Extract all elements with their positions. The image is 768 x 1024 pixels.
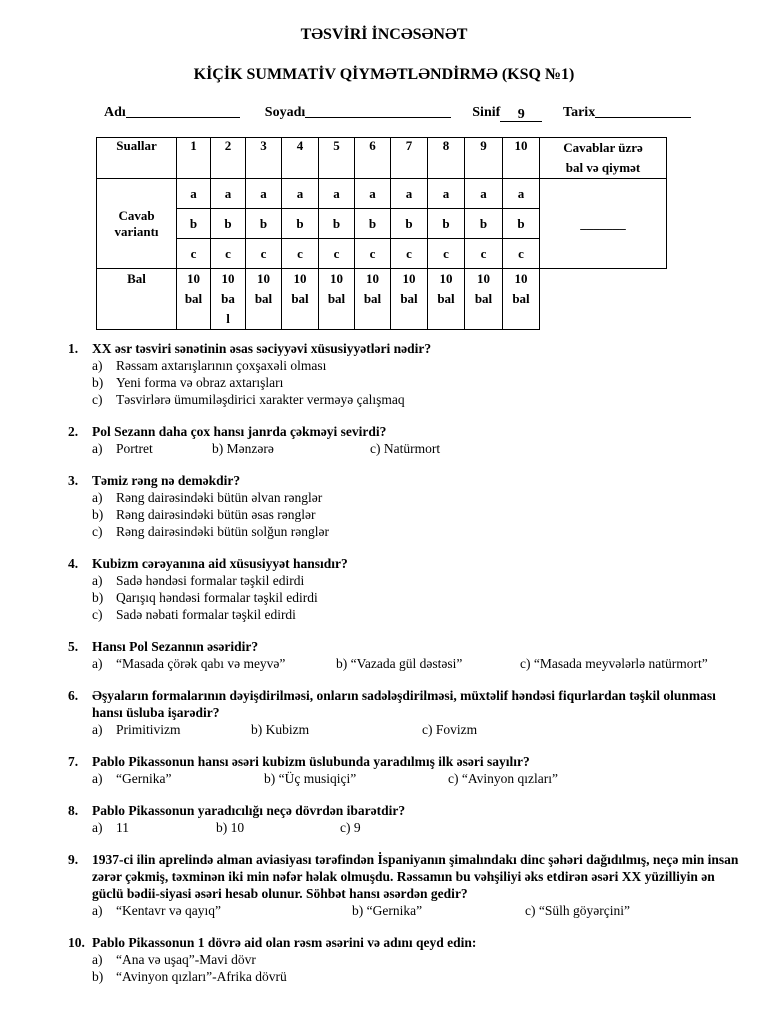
question-4: [68, 555, 748, 623]
score-unit: bal: [184, 291, 203, 306]
variant-b-cell[interactable]: b: [503, 209, 540, 239]
answer-option[interactable]: c) “Sülh göyərçini”: [525, 903, 630, 918]
score-label: Bal: [97, 269, 177, 330]
score-value: 10: [402, 271, 416, 286]
score-unit: bal: [437, 291, 455, 306]
question-number: 4.: [68, 556, 79, 571]
question-list: [68, 340, 748, 1000]
answer-option[interactable]: “Kentavr və qayıq”: [116, 903, 221, 918]
question-8: [68, 802, 748, 836]
answer-options-row: [68, 655, 748, 672]
question-number: 8.: [68, 803, 79, 818]
score-cell: [503, 269, 540, 330]
answer-option[interactable]: 11: [116, 820, 129, 835]
score-cell: [428, 269, 465, 330]
variant-b-cell[interactable]: b: [391, 209, 428, 239]
question-number: 1.: [68, 341, 79, 356]
variant-c-cell[interactable]: c: [319, 239, 355, 269]
answer-option-letter[interactable]: a): [92, 441, 103, 456]
name-label: Adı: [104, 105, 126, 120]
score-unit: bal: [327, 291, 346, 306]
score-unit: bal: [474, 291, 493, 306]
answer-option[interactable]: b) Kubizm: [251, 722, 310, 737]
question-3: [68, 472, 748, 540]
date-label: Tarix: [563, 105, 596, 120]
variant-a-cell[interactable]: a: [391, 179, 428, 209]
variant-a-cell[interactable]: a: [282, 179, 319, 209]
score-value: 10: [366, 271, 379, 286]
question-number: 2.: [68, 424, 79, 439]
variant-c-cell[interactable]: c: [211, 239, 246, 269]
score-value: 10: [477, 271, 490, 286]
score-unit: ba: [221, 291, 235, 306]
question-number: 8: [428, 138, 465, 179]
summary-header-line1: Cavablar üzrə: [563, 140, 643, 155]
variant-b-cell[interactable]: b: [211, 209, 246, 239]
answer-option[interactable]: b) “Avinyon qızları”-Afrika dövrü: [92, 969, 287, 984]
variant-a-cell[interactable]: a: [503, 179, 540, 209]
surname-field[interactable]: [305, 103, 451, 118]
question-number: 6.: [68, 688, 79, 703]
question-2: [68, 423, 748, 457]
date-field[interactable]: [595, 103, 691, 118]
answer-option[interactable]: a) “Ana və uşaq”-Mavi dövr: [92, 952, 256, 967]
variant-a-cell[interactable]: a: [177, 179, 211, 209]
answer-option[interactable]: a) Rəssam axtarışlarının çoxşaxəli olması: [92, 358, 327, 373]
answer-option[interactable]: b) Qarışıq həndəsi formalar təşkil edirdi: [92, 590, 318, 605]
question-number: 5.: [68, 639, 79, 654]
question-5: [68, 638, 748, 672]
score-value: 10: [514, 271, 528, 286]
question-text: Pablo Pikassonun hansı əsəri kubizm üslubunda yaradılmış ilk əsəri sayılır?: [92, 754, 530, 769]
answer-option[interactable]: b) Rəng dairəsindəki bütün əsas rənglər: [92, 507, 316, 522]
score-value: 10: [257, 271, 270, 286]
question-7: [68, 753, 748, 787]
variant-c-cell[interactable]: c: [503, 239, 540, 269]
page-title: TƏSVİRİ İNCƏSƏNƏT: [300, 26, 468, 43]
variant-b-cell[interactable]: b: [428, 209, 465, 239]
variant-a-cell[interactable]: a: [428, 179, 465, 209]
question-number: 5: [319, 138, 355, 179]
score-cell: [282, 269, 319, 330]
question-6: [68, 687, 748, 738]
variants-label: [97, 179, 177, 269]
score-cell: [391, 269, 428, 330]
question-text: Hansı Pol Sezannın əsəridir?: [92, 639, 259, 654]
variants-label-line1: Cavab: [118, 207, 155, 223]
answer-option[interactable]: b) “Üç musiqiçi”: [264, 771, 357, 786]
variant-b-cell[interactable]: b: [355, 209, 391, 239]
question-1: [68, 340, 748, 408]
answer-option[interactable]: c) Təsvirlərə ümumiləşdirici xarakter verməyə çalışmaq: [92, 392, 405, 407]
score-cell: [319, 269, 355, 330]
question-number: 1: [177, 138, 211, 179]
question-number: 3.: [68, 473, 79, 488]
answer-option[interactable]: b) Mənzərə: [212, 441, 274, 456]
score-unit: bal: [512, 291, 530, 306]
variant-b-cell[interactable]: b: [282, 209, 319, 239]
score-value: 10: [293, 271, 307, 286]
variant-c-cell[interactable]: c: [391, 239, 428, 269]
answer-grid: [96, 137, 667, 330]
score-unit: bal: [254, 291, 273, 306]
answer-option[interactable]: c) Natürmort: [370, 441, 441, 456]
answer-option[interactable]: c) “Avinyon qızları”: [448, 771, 558, 786]
score-cell: [177, 269, 211, 330]
variant-a-cell[interactable]: a: [246, 179, 282, 209]
question-text: 1937-ci ilin aprelində alman aviasiyası tərəfindən İspaniyanın şimalındakı dinc şəhəri dağıdılmış, neçə min insan zərər çəkmiş, təxminən iki min nəfər həlak olmuşdu. Rəssamın bu vəhşiliyi əks etdirən əsəri XX yüzilliyin ən güclü bədii-siyasi əsəri hesab olunur. Söhbət hansı əsərdən gedir?: [92, 852, 739, 901]
question-text: Pablo Pikassonun yaradıcılığı neçə dövrdən ibarətdir?: [92, 803, 406, 818]
question-10: [68, 934, 748, 985]
question-number: 2: [211, 138, 246, 179]
answer-option[interactable]: a) Rəng dairəsindəki bütün əlvan rənglər: [92, 490, 323, 505]
score-value: 10: [187, 271, 200, 286]
answer-option[interactable]: b) “Vazada gül dəstəsi”: [336, 656, 463, 671]
answer-option[interactable]: b) 10: [216, 820, 245, 835]
page-subtitle: KİÇİK SUMMATİV QİYMƏTLƏNDİRMƏ (KSQ №1): [193, 66, 575, 83]
answer-options-row: [68, 902, 748, 919]
grid-header-row: [97, 138, 667, 179]
question-number: 7: [391, 138, 428, 179]
answer-option[interactable]: b) “Gernika”: [352, 903, 423, 918]
answer-options-row: [68, 770, 748, 787]
variant-b-cell[interactable]: b: [246, 209, 282, 239]
question-number: 10: [503, 138, 540, 179]
question-number: 3: [246, 138, 282, 179]
answer-option-letter[interactable]: a): [92, 820, 103, 835]
answer-option-letter[interactable]: a): [92, 903, 103, 918]
variant-a-cell[interactable]: a: [355, 179, 391, 209]
variant-c-cell[interactable]: c: [428, 239, 465, 269]
answer-option[interactable]: c) 9: [340, 820, 361, 835]
score-value: 10: [221, 271, 235, 286]
summary-header-line2: bal və qiymət: [565, 160, 641, 175]
score-unit: l: [226, 311, 230, 326]
answer-option[interactable]: c) Sadə nəbati formalar təşkil edirdi: [92, 607, 296, 622]
questions-label: Suallar: [97, 138, 177, 179]
variants-label-line2: variantı: [114, 223, 159, 239]
answer-option[interactable]: “Masada çörək qabı və meyvə”: [116, 656, 286, 671]
question-number: 7.: [68, 754, 79, 769]
answer-options-row: [68, 819, 748, 836]
score-unit: bal: [400, 291, 418, 306]
variant-c-cell[interactable]: c: [355, 239, 391, 269]
answer-option[interactable]: c) “Masada meyvələrlə natürmort”: [520, 656, 708, 671]
question-number: 9.: [68, 852, 79, 867]
surname-label: Soyadı: [264, 105, 306, 120]
score-value: 10: [330, 271, 343, 286]
question-number: 6: [355, 138, 391, 179]
answer-option-letter[interactable]: a): [92, 771, 103, 786]
answer-option[interactable]: c) Rəng dairəsindəki bütün solğun rənglər: [92, 524, 329, 539]
variant-a-cell[interactable]: a: [211, 179, 246, 209]
question-text: Kubizm cərəyanına aid xüsusiyyət hansıdır?: [92, 556, 348, 571]
variant-a-cell[interactable]: a: [319, 179, 355, 209]
student-info-line: [104, 103, 691, 122]
variant-c-cell[interactable]: c: [465, 239, 503, 269]
question-9: [68, 851, 748, 919]
class-label: Sinif: [472, 105, 501, 120]
score-row: [97, 269, 667, 330]
answer-options-row: [68, 440, 748, 457]
variant-row-a: [97, 179, 667, 209]
variant-c-cell[interactable]: c: [246, 239, 282, 269]
question-text: Əşyaların formalarının dəyişdirilməsi, onların sadələşdirilməsi, müxtəlif həndəsi fiqurlardan təşkil olunması hansı üsluba işarədir?: [92, 688, 716, 720]
name-field[interactable]: [126, 103, 240, 118]
score-value: 10: [439, 271, 453, 286]
answer-option[interactable]: c) Fovizm: [422, 722, 478, 737]
score-cell: [465, 269, 503, 330]
question-number: 9: [465, 138, 503, 179]
variant-b-cell[interactable]: b: [465, 209, 503, 239]
score-cell: [211, 269, 246, 330]
variant-c-cell[interactable]: c: [177, 239, 211, 269]
score-unit: bal: [363, 291, 382, 306]
answer-option[interactable]: Primitivizm: [116, 722, 181, 737]
score-cell: [246, 269, 282, 330]
question-number: 4: [282, 138, 319, 179]
answer-option[interactable]: a) Sadə həndəsi formalar təşkil edirdi: [92, 573, 305, 588]
answer-option[interactable]: “Gernika”: [116, 771, 172, 786]
score-unit: bal: [291, 291, 309, 306]
question-number: 10.: [68, 935, 85, 950]
question-text: Pablo Pikassonun 1 dövrə aid olan rəsm əsərini və adını qeyd edin:: [92, 935, 477, 950]
question-text: XX əsr təsviri sənətinin əsas səciyyəvi xüsusiyyətləri nədir?: [92, 341, 432, 356]
variant-a-cell[interactable]: a: [465, 179, 503, 209]
summary-blank[interactable]: _______: [540, 179, 667, 269]
answer-options-row: [68, 721, 748, 738]
answer-option[interactable]: Portret: [116, 441, 153, 456]
question-text: Təmiz rəng nə deməkdir?: [92, 473, 241, 488]
variant-c-cell[interactable]: c: [282, 239, 319, 269]
variant-b-cell[interactable]: b: [177, 209, 211, 239]
answer-option-letter[interactable]: a): [92, 722, 103, 737]
score-cell: [355, 269, 391, 330]
question-text: Pol Sezann daha çox hansı janrda çəkməyi sevirdi?: [92, 424, 387, 439]
summary-header: [540, 138, 667, 179]
variant-b-cell[interactable]: b: [319, 209, 355, 239]
answer-option-letter[interactable]: a): [92, 656, 103, 671]
class-field[interactable]: 9: [500, 107, 542, 122]
answer-option[interactable]: b) Yeni forma və obraz axtarışları: [92, 375, 284, 390]
